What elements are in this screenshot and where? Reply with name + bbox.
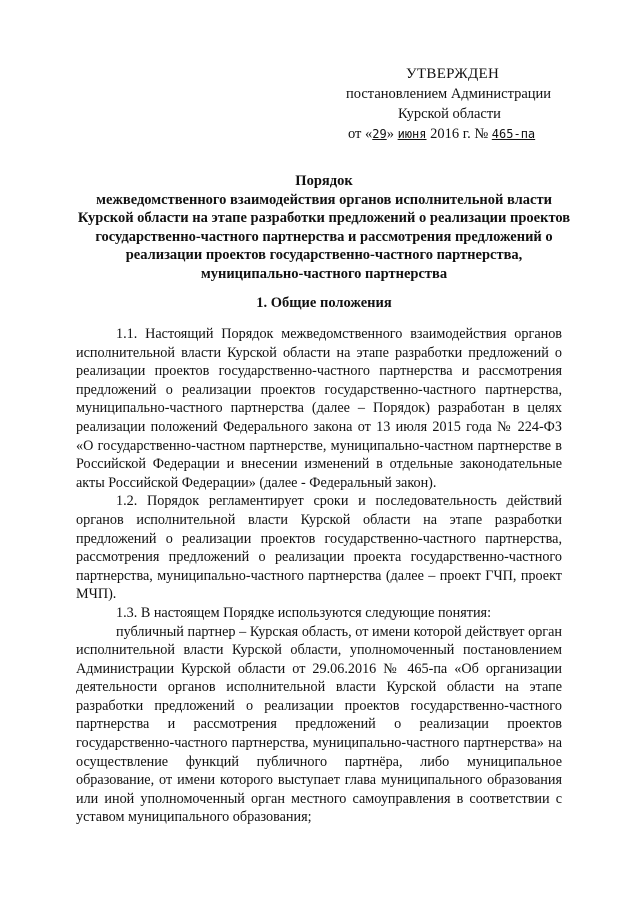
approval-title: УТВЕРЖДЕН bbox=[406, 66, 500, 82]
document-title: Порядок bbox=[295, 173, 353, 189]
document-heading bbox=[74, 172, 574, 284]
paragraph: 1.2. Порядок регламентирует сроки и последовательность действий органов исполнительной власти Курской области на этапе разработки предложений о реализации проектов государственно-частного партнерства, рассмотрения предложений о реализации проекта государственно-частного партнерства, муниципально-частного партнерства (далее – проект ГЧП, проект МЧП). bbox=[76, 493, 562, 603]
date-month: июня bbox=[397, 127, 427, 141]
approval-region: Курской области bbox=[398, 106, 501, 122]
date-prefix: от « bbox=[348, 126, 373, 142]
section-body bbox=[76, 325, 562, 827]
paragraph: 1.1. Настоящий Порядок межведомственного взаимодействия органов исполнительной власти Курской области на этапе разработки предложений о реализации проектов государственно-частного партнерства и рассмотрения предложений о реализации проектов государственно-частного партнерства, муниципально-частного партнерства (далее – Порядок) разработан в целях реализации положений Федерального закона от 13 июля 2015 года № 224-ФЗ «О государственно-частном партнерстве, муниципально-частном партнерстве в Российской Федерации и внесении изменений в отдельные законодательные акты Российской Федерации» (далее - Федеральный закон). bbox=[76, 326, 562, 491]
date-day: 29 bbox=[372, 127, 387, 141]
approval-stamp bbox=[340, 64, 590, 144]
paragraph: публичный партнер – Курская область, от имени которой действует орган исполнительной власти Курской области, уполномоченный постановлением Администрации Курской области от 29.06.2016 № 465-па «Об организации деятельности органов исполнительной власти Курской области на этапе разработки предложений о реализации проектов государственно-частного партнерства и рассмотрения предложений о реализации проектов государственно-частного партнерства, муниципально-частного партнерства» на осуществление функций публичного партнёра, либо муниципальное образование, от имени которого выступает глава муниципального образования или иной уполномоченный орган местного самоуправления в соответствии с уставом муниципального образования; bbox=[76, 623, 562, 826]
date-suffix: 2016 г. № bbox=[426, 126, 492, 142]
paragraph: 1.3. В настоящем Порядке используются следующие понятия: bbox=[116, 604, 492, 621]
date-mid: » bbox=[386, 126, 398, 142]
decree-number: 465-па bbox=[491, 127, 536, 141]
approval-date-line bbox=[340, 124, 590, 144]
approval-issuer: постановлением Администрации bbox=[346, 86, 552, 102]
section-title: 1. Общие положения bbox=[256, 295, 392, 311]
document-subtitle: межведомственного взаимодействия органов исполнительной власти Курской области на этапе разработки предложений о реализации проектов государственно-частного партнерства и рассмотрения предложений о реализации проектов государственно-частного партнерства, муниципально-частного партнерства bbox=[77, 191, 571, 282]
